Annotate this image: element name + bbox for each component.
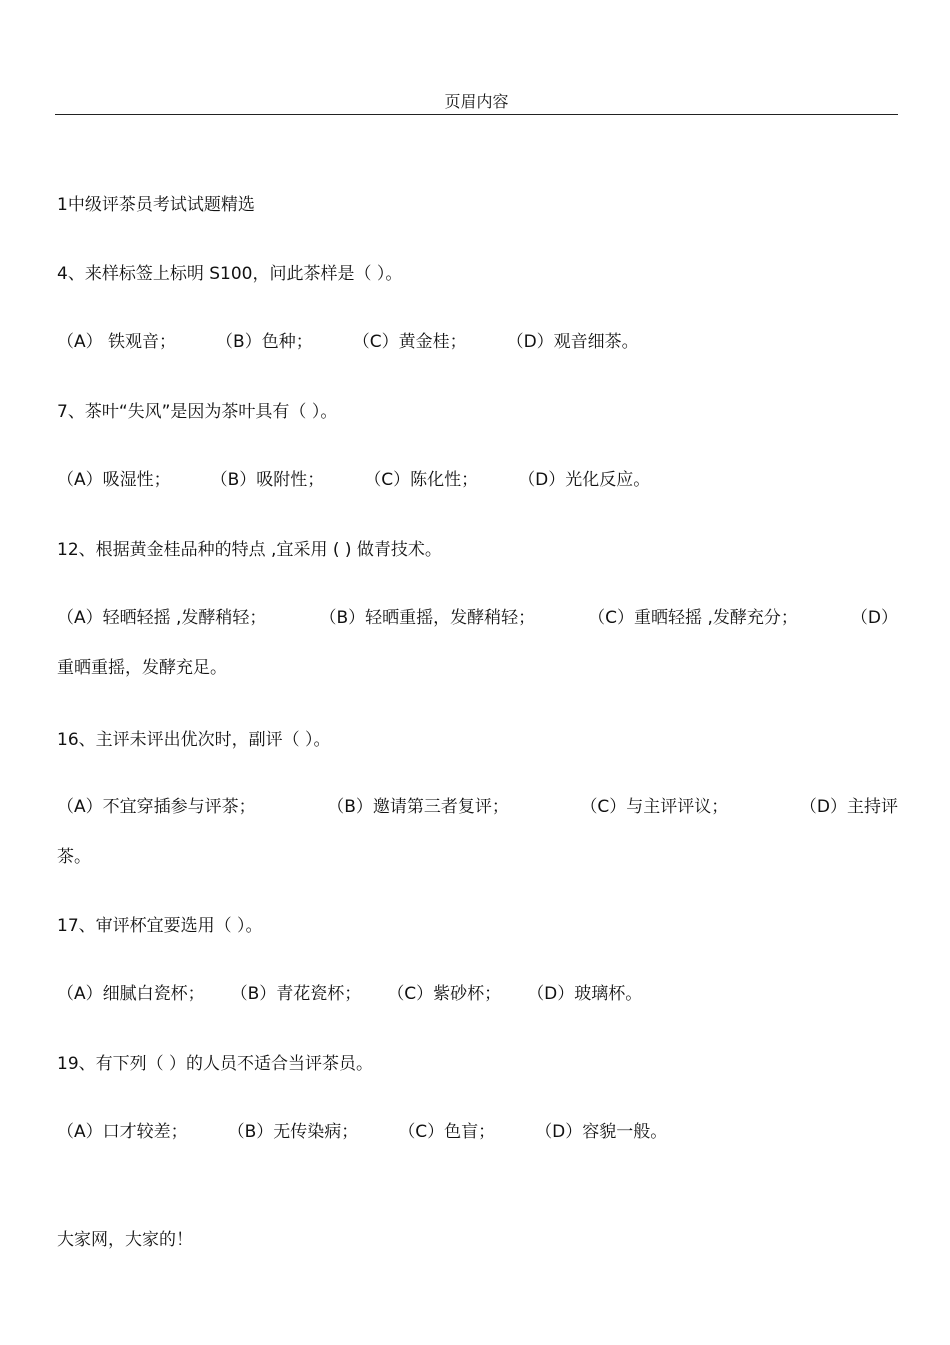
option-b: （B）吸附性； [210,470,325,490]
option-a: （A）吸湿性； [57,470,171,490]
header-divider [55,114,898,115]
question-options [57,330,639,354]
page-footer: 大家网，大家的！ [57,1230,193,1250]
question-stem: 7、茶叶“失风”是因为茶叶具有（ ）。 [57,402,338,422]
question-options [57,606,898,630]
option-a: （A）轻晒轻摇 ,发酵稍轻； [57,608,267,628]
question-stem: 4、来样标签上标明 S100，问此茶样是（ ）。 [57,264,403,284]
option-c: （C）重晒轻摇 ,发酵充分； [588,608,798,628]
option-b: （B）色种； [216,332,313,352]
option-c: （C）色盲； [398,1122,496,1142]
question-options [57,795,898,819]
option-a: （A）细腻白瓷杯； [57,984,205,1004]
question-stem: 16、主评未评出优次时，副评（ ）。 [57,730,331,750]
option-b: （B）轻晒重摇，发酵稍轻； [319,608,536,628]
option-b: （B）无传染病； [227,1122,359,1142]
question-stem: 19、有下列（ ）的人员不适合当评茶员。 [57,1054,374,1074]
option-d: （D）光化反应。 [518,470,651,490]
option-continuation: 茶。 [57,847,91,867]
option-d: （D）主持评 [799,797,898,817]
option-d: （D） [850,608,898,628]
option-d: （D）容貌一般。 [535,1122,668,1142]
question-stem: 17、审评杯宜要选用（ ）。 [57,916,263,936]
option-c: （C）陈化性； [364,470,479,490]
option-b: （B）邀请第三者复评； [327,797,509,817]
question-stem: 12、根据黄金桂品种的特点 ,宜采用 ( ) 做青技术。 [57,540,442,560]
option-d: （D）观音细茶。 [506,332,639,352]
option-c: （C）紫砂杯； [387,984,502,1004]
document-title: 1中级评茶员考试试题精选 [57,195,255,215]
question-options [57,982,642,1006]
option-a: （A） 铁观音； [57,332,177,352]
question-options [57,1120,667,1144]
page-header: 页眉内容 [444,92,509,111]
option-continuation: 重晒重摇，发酵充足。 [57,658,227,678]
option-c: （C）与主评评议； [580,797,729,817]
option-a: （A）不宜穿插参与评茶； [57,797,256,817]
question-options [57,468,650,492]
option-d: （D）玻璃杯。 [527,984,643,1004]
option-a: （A）口才较差； [57,1122,188,1142]
option-b: （B）青花瓷杯； [230,984,362,1004]
option-c: （C）黄金桂； [352,332,467,352]
